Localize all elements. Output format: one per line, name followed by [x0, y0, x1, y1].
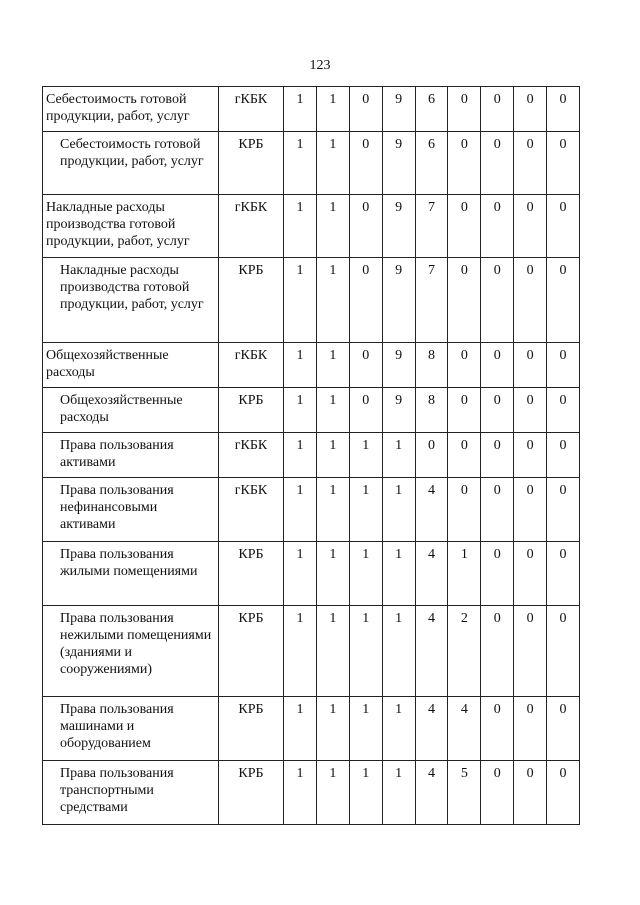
code-digit-cell: 0	[514, 433, 547, 478]
account-name-cell: Права пользования транспортными средствами	[43, 761, 219, 825]
account-name-cell: Права пользования машинами и оборудованием	[43, 697, 219, 761]
code-digit-cell: 0	[481, 388, 514, 433]
code-digit-cell: 0	[481, 761, 514, 825]
code-digit-cell: 0	[481, 542, 514, 606]
code-digit-cell: 0	[481, 697, 514, 761]
code-digit-cell: 1	[284, 343, 317, 388]
table-row	[43, 542, 580, 606]
code-digit-cell: 1	[316, 343, 349, 388]
code-digit-cell: 1	[349, 606, 382, 697]
table-row	[43, 697, 580, 761]
code-digit-cell: 0	[514, 606, 547, 697]
code-digit-cell: 1	[349, 542, 382, 606]
table-row	[43, 761, 580, 825]
code-digit-cell: 0	[481, 87, 514, 132]
accounts-table	[42, 86, 580, 825]
account-type-cell: КРБ	[219, 132, 284, 195]
code-digit-cell: 0	[547, 433, 580, 478]
code-digit-cell: 0	[514, 478, 547, 542]
account-type-cell: КРБ	[219, 697, 284, 761]
code-digit-cell: 1	[382, 433, 415, 478]
code-digit-cell: 9	[382, 388, 415, 433]
code-digit-cell: 8	[415, 343, 448, 388]
code-digit-cell: 0	[448, 433, 481, 478]
code-digit-cell: 1	[284, 258, 317, 343]
code-digit-cell: 9	[382, 195, 415, 258]
code-digit-cell: 0	[349, 388, 382, 433]
code-digit-cell: 0	[481, 343, 514, 388]
account-type-cell: КРБ	[219, 606, 284, 697]
account-type-cell: КРБ	[219, 542, 284, 606]
code-digit-cell: 0	[547, 542, 580, 606]
code-digit-cell: 0	[514, 258, 547, 343]
table-row	[43, 388, 580, 433]
code-digit-cell: 0	[547, 195, 580, 258]
table-row	[43, 606, 580, 697]
code-digit-cell: 0	[514, 388, 547, 433]
code-digit-cell: 0	[481, 606, 514, 697]
code-digit-cell: 9	[382, 87, 415, 132]
code-digit-cell: 9	[382, 132, 415, 195]
code-digit-cell: 0	[547, 132, 580, 195]
code-digit-cell: 1	[284, 606, 317, 697]
code-digit-cell: 1	[316, 542, 349, 606]
code-digit-cell: 0	[448, 343, 481, 388]
account-name-cell: Права пользования жилыми помещениями	[43, 542, 219, 606]
account-type-cell: гКБК	[219, 478, 284, 542]
code-digit-cell: 0	[547, 761, 580, 825]
code-digit-cell: 1	[284, 761, 317, 825]
code-digit-cell: 0	[514, 132, 547, 195]
code-digit-cell: 1	[316, 478, 349, 542]
code-digit-cell: 1	[349, 433, 382, 478]
code-digit-cell: 1	[316, 433, 349, 478]
code-digit-cell: 4	[415, 478, 448, 542]
code-digit-cell: 1	[316, 388, 349, 433]
code-digit-cell: 1	[382, 697, 415, 761]
code-digit-cell: 0	[514, 343, 547, 388]
code-digit-cell: 1	[284, 433, 317, 478]
table-row	[43, 433, 580, 478]
code-digit-cell: 0	[349, 132, 382, 195]
account-type-cell: гКБК	[219, 87, 284, 132]
code-digit-cell: 7	[415, 258, 448, 343]
code-digit-cell: 1	[316, 606, 349, 697]
code-digit-cell: 0	[448, 388, 481, 433]
accounts-table-body	[43, 87, 580, 825]
table-row	[43, 87, 580, 132]
code-digit-cell: 0	[514, 761, 547, 825]
code-digit-cell: 9	[382, 258, 415, 343]
code-digit-cell: 1	[382, 542, 415, 606]
code-digit-cell: 1	[284, 697, 317, 761]
account-name-cell: Накладные расходы производства готовой продукции, работ, услуг	[43, 195, 219, 258]
table-row	[43, 195, 580, 258]
code-digit-cell: 0	[514, 87, 547, 132]
code-digit-cell: 1	[382, 478, 415, 542]
code-digit-cell: 0	[448, 87, 481, 132]
code-digit-cell: 0	[547, 87, 580, 132]
code-digit-cell: 0	[547, 478, 580, 542]
code-digit-cell: 1	[349, 761, 382, 825]
code-digit-cell: 0	[547, 606, 580, 697]
code-digit-cell: 0	[481, 478, 514, 542]
code-digit-cell: 4	[448, 697, 481, 761]
code-digit-cell: 0	[547, 258, 580, 343]
code-digit-cell: 1	[349, 478, 382, 542]
table-row	[43, 478, 580, 542]
code-digit-cell: 4	[415, 542, 448, 606]
account-name-cell: Права пользования нефинансовыми активами	[43, 478, 219, 542]
account-type-cell: гКБК	[219, 343, 284, 388]
account-type-cell: гКБК	[219, 195, 284, 258]
code-digit-cell: 1	[284, 388, 317, 433]
code-digit-cell: 0	[481, 258, 514, 343]
code-digit-cell: 1	[316, 195, 349, 258]
code-digit-cell: 0	[448, 195, 481, 258]
code-digit-cell: 6	[415, 87, 448, 132]
account-name-cell: Права пользования активами	[43, 433, 219, 478]
code-digit-cell: 0	[514, 542, 547, 606]
table-row	[43, 258, 580, 343]
code-digit-cell: 1	[284, 542, 317, 606]
account-name-cell: Накладные расходы производства готовой продукции, работ, услуг	[43, 258, 219, 343]
account-name-cell: Права пользования нежилыми помещениями (зданиями и сооружениями)	[43, 606, 219, 697]
code-digit-cell: 1	[316, 258, 349, 343]
code-digit-cell: 1	[316, 87, 349, 132]
code-digit-cell: 0	[481, 195, 514, 258]
code-digit-cell: 0	[415, 433, 448, 478]
account-name-cell: Себестоимость готовой продукции, работ, услуг	[43, 132, 219, 195]
code-digit-cell: 8	[415, 388, 448, 433]
account-name-cell: Общехозяйственные расходы	[43, 343, 219, 388]
code-digit-cell: 9	[382, 343, 415, 388]
account-type-cell: КРБ	[219, 258, 284, 343]
code-digit-cell: 0	[481, 433, 514, 478]
code-digit-cell: 2	[448, 606, 481, 697]
code-digit-cell: 1	[382, 761, 415, 825]
code-digit-cell: 0	[349, 195, 382, 258]
code-digit-cell: 0	[448, 132, 481, 195]
code-digit-cell: 0	[514, 697, 547, 761]
code-digit-cell: 1	[284, 478, 317, 542]
account-name-cell: Себестоимость готовой продукции, работ, услуг	[43, 87, 219, 132]
account-type-cell: КРБ	[219, 388, 284, 433]
code-digit-cell: 0	[514, 195, 547, 258]
code-digit-cell: 0	[547, 697, 580, 761]
code-digit-cell: 0	[448, 258, 481, 343]
code-digit-cell: 4	[415, 606, 448, 697]
code-digit-cell: 0	[349, 343, 382, 388]
code-digit-cell: 0	[481, 132, 514, 195]
code-digit-cell: 1	[349, 697, 382, 761]
code-digit-cell: 0	[349, 87, 382, 132]
table-row	[43, 132, 580, 195]
code-digit-cell: 0	[349, 258, 382, 343]
code-digit-cell: 1	[284, 195, 317, 258]
code-digit-cell: 6	[415, 132, 448, 195]
code-digit-cell: 1	[284, 87, 317, 132]
page-number: 123	[309, 58, 331, 73]
code-digit-cell: 7	[415, 195, 448, 258]
code-digit-cell: 4	[415, 761, 448, 825]
code-digit-cell: 0	[547, 343, 580, 388]
account-type-cell: КРБ	[219, 761, 284, 825]
code-digit-cell: 1	[316, 761, 349, 825]
account-type-cell: гКБК	[219, 433, 284, 478]
code-digit-cell: 1	[316, 697, 349, 761]
account-name-cell: Общехозяйственные расходы	[43, 388, 219, 433]
code-digit-cell: 5	[448, 761, 481, 825]
code-digit-cell: 1	[316, 132, 349, 195]
code-digit-cell: 1	[382, 606, 415, 697]
code-digit-cell: 1	[284, 132, 317, 195]
code-digit-cell: 0	[547, 388, 580, 433]
code-digit-cell: 4	[415, 697, 448, 761]
code-digit-cell: 0	[448, 478, 481, 542]
code-digit-cell: 1	[448, 542, 481, 606]
table-row	[43, 343, 580, 388]
